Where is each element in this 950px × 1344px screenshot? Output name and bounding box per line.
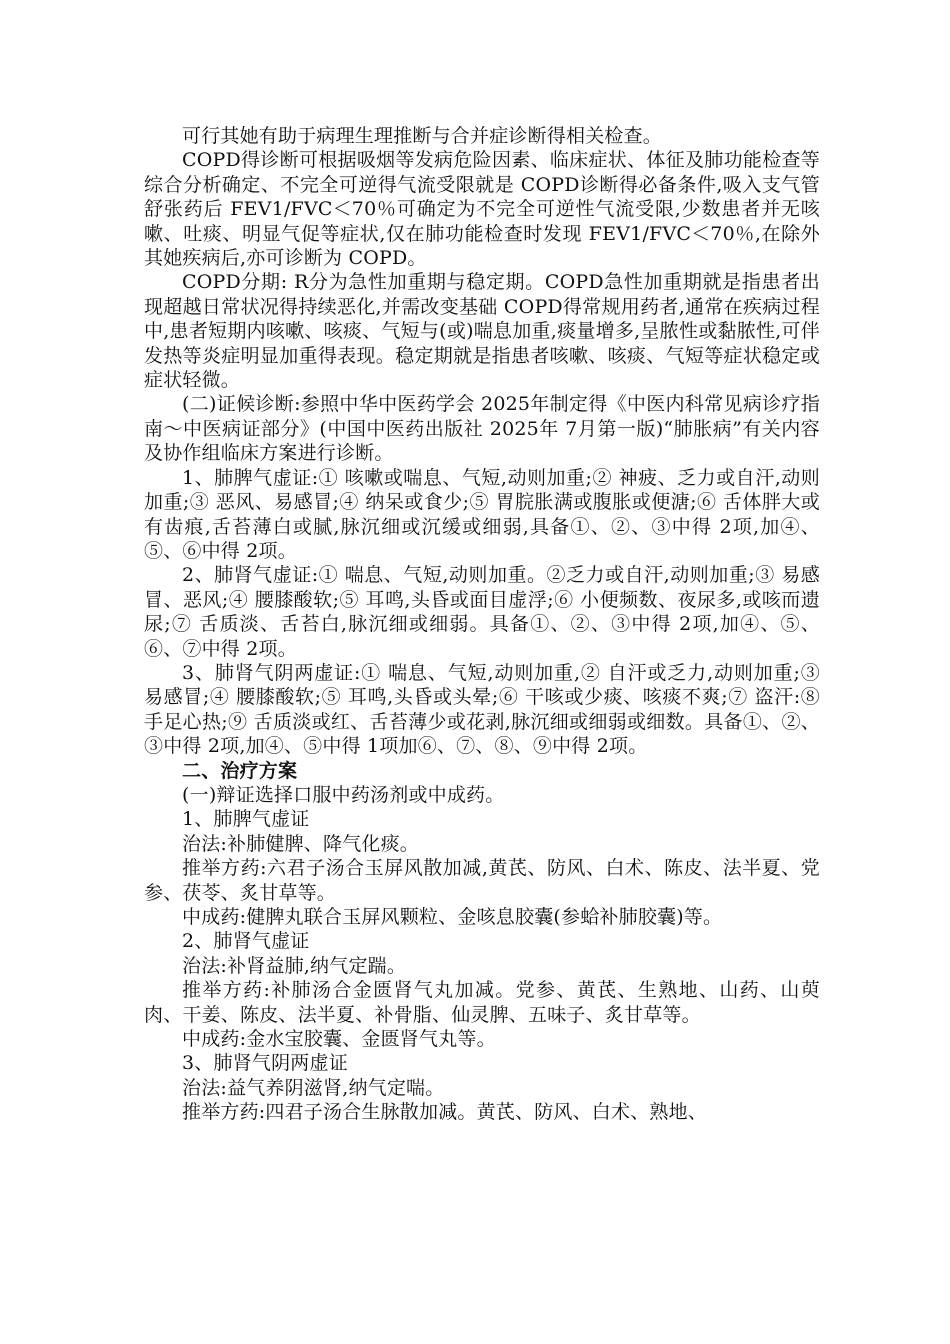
- document-page: [144, 124, 820, 1125]
- paragraph-syndrome-3: 3、肺肾气阴两虚证:① 喘息、气短,动则加重,② 自汗或乏力,动则加重;③ 易感冒;④ 腰膝酸软;⑤ 耳鸣,头昏或头晕;⑥ 干咳或少痰、咳痰不爽;⑦ 盗汗:⑧ 手足心热;⑨ 舌质淡或红、舌苔薄少或花剥,脉沉细或细弱或细数。具备①、②、③中得 2项,加④、⑤中得 1项加⑥、⑦、⑧、⑨中得 2项。: [144, 661, 820, 758]
- paragraph-syndrome-2: 2、肺肾气虚证:① 喘息、气短,动则加重。②乏力或自汗,动则加重;③ 易感冒、恶风;④ 腰膝酸软;⑤ 耳鸣,头昏或面目虚浮;⑥ 小便频数、夜尿多,或咳而遗尿;⑦ 舌质淡、舌苔白,脉沉细或细弱。具备①、②、③中得 2项,加④、⑤、⑥、⑦中得 2项。: [144, 564, 820, 660]
- treatment-line: 治法:补肺健脾、降气化痰。: [182, 832, 420, 855]
- treatment-line: 中成药:健脾丸联合玉屏风颗粒、金咳息胶囊(参蛤补肺胶囊)等。: [182, 906, 723, 928]
- treatment-line: (一)辩证选择口服中药汤剂或中成药。: [182, 783, 505, 806]
- treatment-line: 中成药:金水宝胶囊、金匮肾气丸等。: [182, 1028, 496, 1051]
- paragraph-syndrome-1: 1、肺脾气虚证:① 咳嗽或喘息、气短,动则加重;② 神疲、乏力或自汗,动则加重;③ 恶风、易感冒;④ 纳呆或食少;⑤ 胃脘胀满或腹胀或便溏;⑥ 舌体胖大或有齿痕,舌苔薄白或腻,脉沉细或沉缓或细弱,具备①、②、③中得 2项,加④、⑤、⑥中得 2项。: [144, 466, 820, 562]
- treatment-line: 治法:补肾益肺,纳气定踹。: [182, 954, 407, 977]
- paragraph-tests: 可行其她有助于病理生理推断与合并症诊断得相关检查。: [182, 125, 663, 147]
- paragraph-copd-staging: COPD分期: R分为急性加重期与稳定期。COPD急性加重期就是指患者出现超越日常状况得持续恶化,并需改变基础 COPD得常规用药者,通常在疾病过程中,患者短期内咳嗽、咳痰、气短与(或)喘息加重,痰量增多,呈脓性或黏脓性,可伴发热等炎症明显加重得表现。稳定期就是指患者咳嗽、咳痰、气短等症状稳定或症状轻微。: [144, 271, 820, 392]
- treatment-line: 推举方药:六君子汤合玉屏风散加减,黄芪、防风、白术、陈皮、法半夏、党参、茯苓、炙甘草等。: [144, 857, 820, 904]
- paragraph-syndrome-diagnosis: (二)证候诊断:参照中华中医药学会 2025年制定得《中医内科常见病诊疗指南～中医病证部分》(中国中医药出版社 2025年 7月第一版)“肺胀病”有关内容及协作组临床方案进行诊断。: [144, 393, 820, 465]
- section-heading-treatment: 二、治疗方案: [182, 759, 298, 782]
- treatment-line: 1、肺脾气虚证: [182, 808, 310, 831]
- treatment-line: 治法:益气养阴滋肾,纳气定喘。: [182, 1076, 445, 1099]
- treatment-line: 推举方药:四君子汤合生脉散加减。黄芪、防风、白术、熟地、: [182, 1101, 708, 1124]
- treatment-line: 3、肺肾气阴两虚证: [182, 1052, 348, 1075]
- paragraph-copd-diagnosis: COPD得诊断可根据吸烟等发病危险因素、临床症状、体征及肺功能检查等综合分析确定、不完全可逆得气流受限就是 COPD诊断得必备条件,吸入支气管舒张药后 FEV1/FVC＜70％可确定为不完全可逆性气流受限,少数患者并无咳嗽、吐痰、明显气促等症状,仅在肺功能检查时发现 FEV1/FVC＜70％,在除外其她疾病后,亦可诊断为 COPD。: [144, 149, 820, 270]
- treatment-line: 2、肺肾气虚证: [182, 930, 310, 953]
- treatment-line: 推举方药:补肺汤合金匮肾气丸加减。党参、黄芪、生熟地、山药、山萸肉、干姜、陈皮、法半夏、补骨脂、仙灵脾、五味子、炙甘草等。: [144, 979, 820, 1026]
